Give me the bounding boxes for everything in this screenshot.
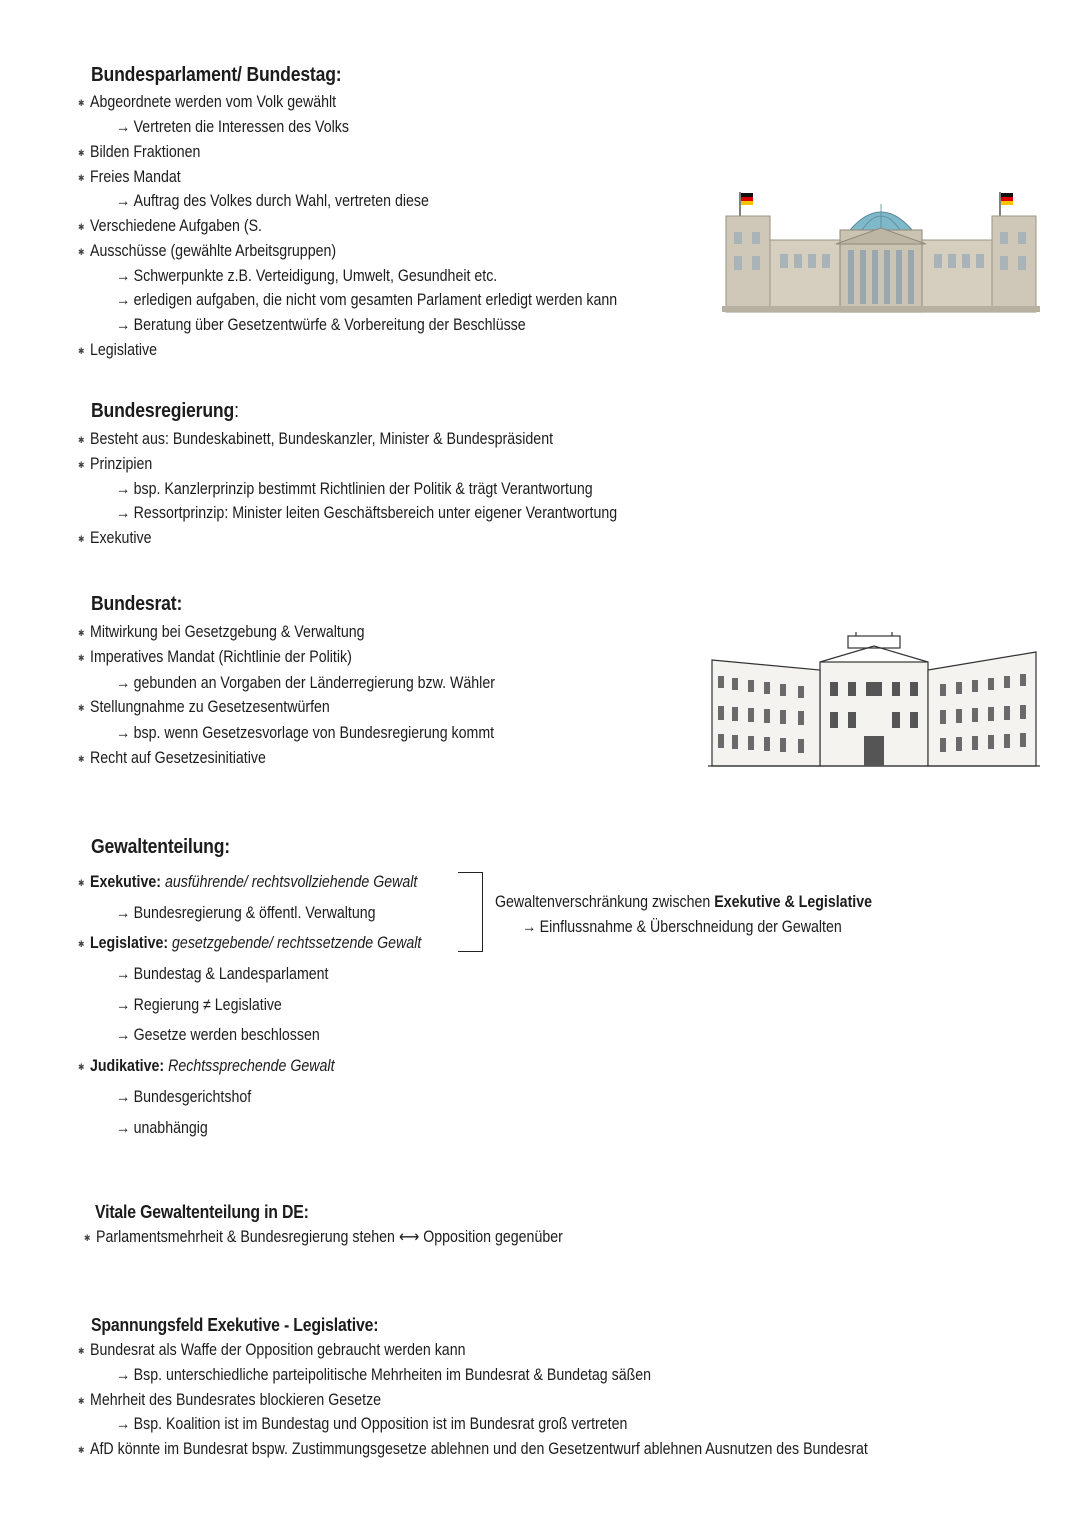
- list-item: ✱ Imperatives Mandat (Richtlinie der Politik): [90, 647, 352, 667]
- arrow-right-icon: →: [116, 504, 131, 522]
- list-item: ✱ Prinzipien: [90, 454, 152, 474]
- list-item: ✱ Legislative: [90, 340, 157, 360]
- arrow-right-icon: →: [116, 316, 131, 334]
- arrow-right-icon: →: [116, 1366, 131, 1384]
- arrow-right-icon: →: [116, 674, 131, 692]
- list-item: ✱ Mehrheit des Bundesrates blockieren Gesetze: [90, 1390, 381, 1410]
- arrow-right-icon: →: [116, 118, 131, 136]
- list-item: ✱ Recht auf Gesetzesinitiative: [90, 748, 266, 768]
- list-subitem: → unabhängig: [116, 1119, 208, 1137]
- list-item: ✱ Mitwirkung bei Gesetzgebung & Verwaltung: [90, 622, 365, 642]
- list-subitem: → Bundesgerichtshof: [116, 1088, 252, 1106]
- heading-vitale-gewaltenteilung: Vitale Gewaltenteilung in DE:: [95, 1202, 309, 1222]
- list-subitem: → Regierung ≠ Legislative: [116, 996, 282, 1014]
- list-item-legislative: ✱ Legislative: gesetzgebende/ rechtssetzende Gewalt: [90, 933, 421, 953]
- list-item-exekutive: ✱ Exekutive: ausführende/ rechtsvollziehende Gewalt: [90, 872, 417, 892]
- arrow-right-icon: →: [116, 267, 131, 285]
- list-item-judikative: ✱ Judikative: Rechtssprechende Gewalt: [90, 1056, 335, 1076]
- list-subitem: → bsp. wenn Gesetzesvorlage von Bundesregierung kommt: [116, 724, 495, 742]
- list-item: ✱ Exekutive: [90, 528, 152, 548]
- list-item: ✱ Bilden Fraktionen: [90, 142, 200, 162]
- bundesrat-building-illustration: [708, 632, 1040, 772]
- list-subitem: → Ressortprinzip: Minister leiten Geschäftsbereich unter eigener Verantwortung: [116, 504, 618, 522]
- arrow-right-icon: →: [116, 1088, 131, 1106]
- double-arrow-icon: ⟷: [398, 1228, 420, 1246]
- list-item: ✱ AfD könnte im Bundesrat bspw. Zustimmungsgesetze ablehnen und den Gesetzentwurf ablehnen Ausnutzen des Bundesrat: [90, 1439, 868, 1459]
- arrow-right-icon: →: [116, 480, 131, 498]
- list-subitem: → Auftrag des Volkes durch Wahl, vertreten diese: [116, 192, 429, 210]
- list-subitem: → Vertreten die Interessen des Volks: [116, 118, 349, 136]
- list-subitem: → erledigen aufgaben, die nicht vom gesamten Parlament erledigt werden kann: [116, 291, 618, 309]
- arrow-right-icon: →: [116, 1415, 131, 1433]
- reichstag-building-illustration: [722, 188, 1040, 316]
- list-subitem: → Beratung über Gesetzentwürfe & Vorbereitung der Beschlüsse: [116, 316, 526, 334]
- list-item: ✱ Besteht aus: Bundeskabinett, Bundeskanzler, Minister & Bundespräsident: [90, 429, 553, 449]
- heading-bundesrat: Bundesrat:: [91, 593, 183, 615]
- list-subitem: → Bsp. unterschiedliche parteipolitische Mehrheiten im Bundesrat & Bundetag säßen: [116, 1366, 652, 1384]
- list-subitem: → bsp. Kanzlerprinzip bestimmt Richtlinien der Politik & trägt Verantwortung: [116, 480, 593, 498]
- list-subitem: → Bundestag & Landesparlament: [116, 965, 329, 983]
- list-subitem: → Bundesregierung & öffentl. Verwaltung: [116, 904, 376, 922]
- arrow-right-icon: →: [522, 918, 537, 936]
- arrow-right-icon: →: [116, 1119, 131, 1137]
- arrow-right-icon: →: [116, 291, 131, 309]
- list-item: ✱ Stellungnahme zu Gesetzesentwürfen: [90, 697, 330, 717]
- list-subitem: → Bsp. Koalition ist im Bundestag und Opposition ist im Bundesrat groß vertreten: [116, 1415, 628, 1433]
- side-note: Gewaltenverschränkung zwischen Exekutive & Legislative: [495, 893, 873, 911]
- side-note-sub: → Einflussnahme & Überschneidung der Gewalten: [522, 918, 842, 936]
- arrow-right-icon: →: [116, 996, 131, 1014]
- list-item: ✱ Parlamentsmehrheit & Bundesregierung stehen ⟷ Opposition gegenüber: [96, 1227, 563, 1247]
- arrow-right-icon: →: [116, 1026, 131, 1044]
- arrow-right-icon: →: [116, 724, 131, 742]
- list-subitem: → gebunden an Vorgaben der Länderregierung bzw. Wähler: [116, 674, 495, 692]
- list-item: ✱ Abgeordnete werden vom Volk gewählt: [90, 92, 336, 112]
- arrow-right-icon: →: [116, 192, 131, 210]
- heading-bundesregierung: Bundesregierung:: [91, 400, 239, 422]
- list-subitem: → Gesetze werden beschlossen: [116, 1026, 320, 1044]
- heading-gewaltenteilung: Gewaltenteilung:: [91, 836, 230, 858]
- list-item: ✱ Freies Mandat: [90, 167, 181, 187]
- list-item: ✱ Verschiedene Aufgaben (S.: [90, 216, 262, 236]
- heading-spannungsfeld: Spannungsfeld Exekutive - Legislative:: [91, 1315, 379, 1335]
- arrow-right-icon: →: [116, 904, 131, 922]
- list-item: ✱ Bundesrat als Waffe der Opposition gebraucht werden kann: [90, 1340, 465, 1360]
- bracket-divider: [458, 872, 483, 952]
- list-subitem: → Schwerpunkte z.B. Verteidigung, Umwelt, Gesundheit etc.: [116, 267, 498, 285]
- arrow-right-icon: →: [116, 965, 131, 983]
- heading-bundestag: Bundesparlament/ Bundestag:: [91, 64, 342, 86]
- list-item: ✱ Ausschüsse (gewählte Arbeitsgruppen): [90, 241, 336, 261]
